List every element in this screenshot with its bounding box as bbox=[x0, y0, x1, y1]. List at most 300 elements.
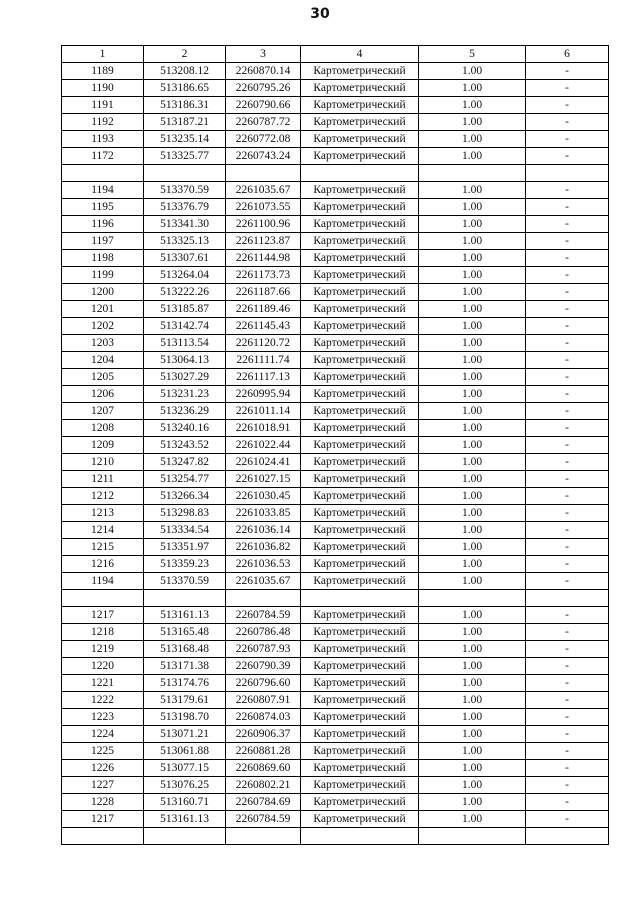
table-cell: 513235.14 bbox=[144, 131, 226, 148]
table-cell: 1.00 bbox=[419, 233, 526, 250]
table-cell: 1214 bbox=[62, 522, 144, 539]
table-cell: 1201 bbox=[62, 301, 144, 318]
table-cell: 1217 bbox=[62, 607, 144, 624]
table-cell: 1.00 bbox=[419, 522, 526, 539]
table-cell: Картометрический bbox=[301, 131, 419, 148]
table-cell: - bbox=[526, 301, 609, 318]
table-cell: 1195 bbox=[62, 199, 144, 216]
table-cell: 2261117.13 bbox=[226, 369, 301, 386]
table-cell: 2260995.94 bbox=[226, 386, 301, 403]
table-cell bbox=[526, 828, 609, 845]
table-cell: 513325.13 bbox=[144, 233, 226, 250]
table-row bbox=[62, 216, 609, 233]
table-cell: 1.00 bbox=[419, 250, 526, 267]
table-cell bbox=[526, 165, 609, 182]
table-cell: 513186.65 bbox=[144, 80, 226, 97]
table-cell: 1.00 bbox=[419, 216, 526, 233]
table-cell: 513370.59 bbox=[144, 182, 226, 199]
table-cell: 2261123.87 bbox=[226, 233, 301, 250]
table-cell: 1.00 bbox=[419, 369, 526, 386]
column-header: 5 bbox=[419, 46, 526, 63]
table-cell: 1217 bbox=[62, 811, 144, 828]
table-cell: 1200 bbox=[62, 284, 144, 301]
table-cell: 513185.87 bbox=[144, 301, 226, 318]
table-cell: 2261036.14 bbox=[226, 522, 301, 539]
table-cell: 2261144.98 bbox=[226, 250, 301, 267]
table-cell: Картометрический bbox=[301, 811, 419, 828]
table-cell: - bbox=[526, 403, 609, 420]
table-cell: 1190 bbox=[62, 80, 144, 97]
table-row bbox=[62, 726, 609, 743]
table-cell: 513359.23 bbox=[144, 556, 226, 573]
table-cell: Картометрический bbox=[301, 233, 419, 250]
table-cell: 1204 bbox=[62, 352, 144, 369]
table-cell: 2261011.14 bbox=[226, 403, 301, 420]
table-cell: 1223 bbox=[62, 709, 144, 726]
table-cell: 1198 bbox=[62, 250, 144, 267]
table-cell: Картометрический bbox=[301, 641, 419, 658]
table-cell: 513186.31 bbox=[144, 97, 226, 114]
table-row bbox=[62, 284, 609, 301]
table-cell: 2260786.48 bbox=[226, 624, 301, 641]
table-cell: 2261189.46 bbox=[226, 301, 301, 318]
table-cell: 1.00 bbox=[419, 488, 526, 505]
table-cell: 1227 bbox=[62, 777, 144, 794]
table-cell: 2260807.91 bbox=[226, 692, 301, 709]
table-cell: - bbox=[526, 267, 609, 284]
table-cell: 1225 bbox=[62, 743, 144, 760]
table-cell: 1224 bbox=[62, 726, 144, 743]
table-cell: - bbox=[526, 760, 609, 777]
table-cell bbox=[226, 828, 301, 845]
table-cell bbox=[62, 590, 144, 607]
table-cell: 1.00 bbox=[419, 97, 526, 114]
table-cell: Картометрический bbox=[301, 301, 419, 318]
table-cell: 2260881.28 bbox=[226, 743, 301, 760]
table-cell: 1.00 bbox=[419, 709, 526, 726]
table-cell: - bbox=[526, 539, 609, 556]
table-cell: 513165.48 bbox=[144, 624, 226, 641]
table-cell: 1.00 bbox=[419, 607, 526, 624]
table-cell: 1228 bbox=[62, 794, 144, 811]
table-cell: 1193 bbox=[62, 131, 144, 148]
table-cell: Картометрический bbox=[301, 250, 419, 267]
table-cell: 1.00 bbox=[419, 777, 526, 794]
table-cell: - bbox=[526, 369, 609, 386]
table-cell: 1.00 bbox=[419, 114, 526, 131]
table-cell: 1.00 bbox=[419, 403, 526, 420]
table-cell: 2260795.26 bbox=[226, 80, 301, 97]
coordinates-table bbox=[61, 45, 609, 845]
table-cell: - bbox=[526, 182, 609, 199]
table-cell: 2261035.67 bbox=[226, 182, 301, 199]
table-row bbox=[62, 760, 609, 777]
table-cell: 1.00 bbox=[419, 658, 526, 675]
table-cell: 513027.29 bbox=[144, 369, 226, 386]
table-cell: 1.00 bbox=[419, 335, 526, 352]
table-cell: Картометрический bbox=[301, 403, 419, 420]
table-cell bbox=[419, 828, 526, 845]
table-cell bbox=[144, 590, 226, 607]
table-cell: - bbox=[526, 284, 609, 301]
table-cell: 513298.83 bbox=[144, 505, 226, 522]
table-cell: - bbox=[526, 726, 609, 743]
table-cell: - bbox=[526, 386, 609, 403]
table-row bbox=[62, 675, 609, 692]
table-cell: - bbox=[526, 624, 609, 641]
table-row bbox=[62, 199, 609, 216]
table-cell: 2261120.72 bbox=[226, 335, 301, 352]
table-cell: Картометрический bbox=[301, 539, 419, 556]
table-row bbox=[62, 437, 609, 454]
table-cell: Картометрический bbox=[301, 199, 419, 216]
table-row bbox=[62, 488, 609, 505]
table-cell: - bbox=[526, 471, 609, 488]
table-cell: 2261033.85 bbox=[226, 505, 301, 522]
table-cell: - bbox=[526, 794, 609, 811]
table-cell: 513061.88 bbox=[144, 743, 226, 760]
table-cell: 2261173.73 bbox=[226, 267, 301, 284]
table-row bbox=[62, 811, 609, 828]
table-cell: Картометрический bbox=[301, 148, 419, 165]
table-row bbox=[62, 692, 609, 709]
table-cell: - bbox=[526, 420, 609, 437]
table-cell: Картометрический bbox=[301, 709, 419, 726]
table-cell bbox=[144, 165, 226, 182]
table-row bbox=[62, 641, 609, 658]
table-cell: 1199 bbox=[62, 267, 144, 284]
table-cell: Картометрический bbox=[301, 420, 419, 437]
table-cell: 1.00 bbox=[419, 420, 526, 437]
table-cell: - bbox=[526, 607, 609, 624]
table-cell: Картометрический bbox=[301, 777, 419, 794]
table-cell: 2261036.53 bbox=[226, 556, 301, 573]
table-cell: 1212 bbox=[62, 488, 144, 505]
table-row bbox=[62, 743, 609, 760]
table-cell: 1.00 bbox=[419, 437, 526, 454]
table-cell: 1194 bbox=[62, 182, 144, 199]
table-cell: 2261073.55 bbox=[226, 199, 301, 216]
table-cell: Картометрический bbox=[301, 335, 419, 352]
table-cell: - bbox=[526, 522, 609, 539]
table-cell: - bbox=[526, 454, 609, 471]
table-cell: 2260772.08 bbox=[226, 131, 301, 148]
table-cell: 1.00 bbox=[419, 182, 526, 199]
table-cell: - bbox=[526, 318, 609, 335]
table-cell: 1218 bbox=[62, 624, 144, 641]
header-row bbox=[62, 46, 609, 63]
table-cell: 2261100.96 bbox=[226, 216, 301, 233]
table-cell: 2260870.14 bbox=[226, 63, 301, 80]
table-cell: - bbox=[526, 709, 609, 726]
table-cell: 513076.25 bbox=[144, 777, 226, 794]
table-cell: - bbox=[526, 250, 609, 267]
table-row bbox=[62, 267, 609, 284]
table-cell: Картометрический bbox=[301, 352, 419, 369]
table-cell: Картометрический bbox=[301, 743, 419, 760]
table-cell bbox=[62, 165, 144, 182]
table-cell: Картометрический bbox=[301, 216, 419, 233]
table-cell: 1207 bbox=[62, 403, 144, 420]
table-row bbox=[62, 386, 609, 403]
table-separator-row bbox=[62, 828, 609, 845]
table-cell: 513325.77 bbox=[144, 148, 226, 165]
table-cell: 1.00 bbox=[419, 352, 526, 369]
table-cell: 513231.23 bbox=[144, 386, 226, 403]
table-cell: 513113.54 bbox=[144, 335, 226, 352]
table-cell: 1.00 bbox=[419, 386, 526, 403]
table-cell: 1203 bbox=[62, 335, 144, 352]
table-cell: 1.00 bbox=[419, 63, 526, 80]
table-cell: 2261030.45 bbox=[226, 488, 301, 505]
table-cell: 1194 bbox=[62, 573, 144, 590]
table-cell: 1220 bbox=[62, 658, 144, 675]
table-cell: 1.00 bbox=[419, 743, 526, 760]
table-cell: 513334.54 bbox=[144, 522, 226, 539]
table-cell: 1.00 bbox=[419, 471, 526, 488]
table-row bbox=[62, 522, 609, 539]
table-cell: 513243.52 bbox=[144, 437, 226, 454]
table-cell: - bbox=[526, 811, 609, 828]
table-row bbox=[62, 607, 609, 624]
table-cell: 2260874.03 bbox=[226, 709, 301, 726]
table-cell: 513266.34 bbox=[144, 488, 226, 505]
table-cell: 1.00 bbox=[419, 318, 526, 335]
table-cell: Картометрический bbox=[301, 624, 419, 641]
table-cell: - bbox=[526, 335, 609, 352]
table-cell: Картометрический bbox=[301, 114, 419, 131]
table-row bbox=[62, 505, 609, 522]
table-cell: - bbox=[526, 63, 609, 80]
table-cell: 1206 bbox=[62, 386, 144, 403]
table-cell: 1215 bbox=[62, 539, 144, 556]
table-cell: - bbox=[526, 743, 609, 760]
table-cell: 1.00 bbox=[419, 284, 526, 301]
table-cell: 1.00 bbox=[419, 641, 526, 658]
table-row bbox=[62, 233, 609, 250]
table-cell: - bbox=[526, 777, 609, 794]
table-row bbox=[62, 709, 609, 726]
table-row bbox=[62, 573, 609, 590]
table-cell: 1.00 bbox=[419, 573, 526, 590]
table-cell: 513370.59 bbox=[144, 573, 226, 590]
table-row bbox=[62, 471, 609, 488]
table-cell: - bbox=[526, 199, 609, 216]
table-cell: 2260784.59 bbox=[226, 607, 301, 624]
table-cell: - bbox=[526, 216, 609, 233]
table-cell: 1.00 bbox=[419, 811, 526, 828]
table-row bbox=[62, 114, 609, 131]
table-cell: 513341.30 bbox=[144, 216, 226, 233]
table-cell: Картометрический bbox=[301, 760, 419, 777]
table-cell: 1.00 bbox=[419, 454, 526, 471]
table-cell: Картометрический bbox=[301, 658, 419, 675]
table-row bbox=[62, 250, 609, 267]
table-cell: 513254.77 bbox=[144, 471, 226, 488]
table-cell: 513264.04 bbox=[144, 267, 226, 284]
table-cell: 2261187.66 bbox=[226, 284, 301, 301]
table-cell: Картометрический bbox=[301, 675, 419, 692]
table-cell: Картометрический bbox=[301, 522, 419, 539]
table-cell: 2260906.37 bbox=[226, 726, 301, 743]
table-cell: 513142.74 bbox=[144, 318, 226, 335]
table-cell: 513247.82 bbox=[144, 454, 226, 471]
table-cell bbox=[419, 590, 526, 607]
table-cell: 1.00 bbox=[419, 131, 526, 148]
table-cell: 2260784.69 bbox=[226, 794, 301, 811]
column-header: 3 bbox=[226, 46, 301, 63]
table-cell bbox=[144, 828, 226, 845]
table-cell: 2260790.39 bbox=[226, 658, 301, 675]
table-cell: 513187.21 bbox=[144, 114, 226, 131]
table-cell: 1221 bbox=[62, 675, 144, 692]
table-row bbox=[62, 352, 609, 369]
table-cell: 1.00 bbox=[419, 505, 526, 522]
table-cell: Картометрический bbox=[301, 97, 419, 114]
table-cell: 1211 bbox=[62, 471, 144, 488]
table-cell: 1205 bbox=[62, 369, 144, 386]
table-row bbox=[62, 539, 609, 556]
table-cell: 513222.26 bbox=[144, 284, 226, 301]
table-cell bbox=[301, 590, 419, 607]
table-cell: - bbox=[526, 352, 609, 369]
table-cell: 2261022.44 bbox=[226, 437, 301, 454]
table-cell: Картометрический bbox=[301, 692, 419, 709]
table-cell: 2260796.60 bbox=[226, 675, 301, 692]
table-cell: 513064.13 bbox=[144, 352, 226, 369]
table-cell: Картометрический bbox=[301, 454, 419, 471]
table-cell: 2260743.24 bbox=[226, 148, 301, 165]
table-cell: Картометрический bbox=[301, 267, 419, 284]
table-cell: 1202 bbox=[62, 318, 144, 335]
table-cell: Картометрический bbox=[301, 471, 419, 488]
table-cell: - bbox=[526, 505, 609, 522]
table-cell: 2261024.41 bbox=[226, 454, 301, 471]
table-cell: 2260784.59 bbox=[226, 811, 301, 828]
table-row bbox=[62, 658, 609, 675]
table-separator-row bbox=[62, 590, 609, 607]
table-cell: 1.00 bbox=[419, 148, 526, 165]
table-cell: Картометрический bbox=[301, 182, 419, 199]
table-cell: 2261027.15 bbox=[226, 471, 301, 488]
table-cell: 1192 bbox=[62, 114, 144, 131]
table-cell: 513071.21 bbox=[144, 726, 226, 743]
table-cell: 513171.38 bbox=[144, 658, 226, 675]
table-cell: - bbox=[526, 148, 609, 165]
table-cell: 1.00 bbox=[419, 726, 526, 743]
table-cell: 1.00 bbox=[419, 301, 526, 318]
table-cell: 1222 bbox=[62, 692, 144, 709]
table-row bbox=[62, 80, 609, 97]
table-cell: Картометрический bbox=[301, 726, 419, 743]
table-cell: - bbox=[526, 658, 609, 675]
table-row bbox=[62, 420, 609, 437]
table-cell: - bbox=[526, 131, 609, 148]
table-row bbox=[62, 369, 609, 386]
table-row bbox=[62, 182, 609, 199]
table-cell: - bbox=[526, 573, 609, 590]
table-cell bbox=[301, 165, 419, 182]
table-row bbox=[62, 97, 609, 114]
table-row bbox=[62, 624, 609, 641]
table-cell: 1189 bbox=[62, 63, 144, 80]
table-cell: Картометрический bbox=[301, 488, 419, 505]
table-cell: Картометрический bbox=[301, 284, 419, 301]
table-cell: 513161.13 bbox=[144, 811, 226, 828]
table-cell: 513376.79 bbox=[144, 199, 226, 216]
table-cell bbox=[419, 165, 526, 182]
table-cell: 1.00 bbox=[419, 199, 526, 216]
table-cell: 513351.97 bbox=[144, 539, 226, 556]
table-cell: 1.00 bbox=[419, 539, 526, 556]
table-row bbox=[62, 403, 609, 420]
table-cell: Картометрический bbox=[301, 369, 419, 386]
table-cell: 1226 bbox=[62, 760, 144, 777]
table-cell: 1196 bbox=[62, 216, 144, 233]
table-cell bbox=[226, 590, 301, 607]
table-cell: 513161.13 bbox=[144, 607, 226, 624]
table-cell: - bbox=[526, 675, 609, 692]
page-number: 30 bbox=[310, 6, 330, 22]
table-cell: 1172 bbox=[62, 148, 144, 165]
table-cell: 1216 bbox=[62, 556, 144, 573]
table-row bbox=[62, 301, 609, 318]
table-cell: 1191 bbox=[62, 97, 144, 114]
table-cell: - bbox=[526, 488, 609, 505]
table-cell: 513240.16 bbox=[144, 420, 226, 437]
table-cell: 513160.71 bbox=[144, 794, 226, 811]
table-cell: 513179.61 bbox=[144, 692, 226, 709]
table-cell: 2260787.72 bbox=[226, 114, 301, 131]
table-cell: 1.00 bbox=[419, 760, 526, 777]
table-cell: Картометрический bbox=[301, 794, 419, 811]
table-cell: 1.00 bbox=[419, 675, 526, 692]
table-cell: - bbox=[526, 641, 609, 658]
table-cell: 2260802.21 bbox=[226, 777, 301, 794]
table-cell: 1.00 bbox=[419, 624, 526, 641]
table-cell: 1208 bbox=[62, 420, 144, 437]
table-cell: 1.00 bbox=[419, 556, 526, 573]
table-cell: 513236.29 bbox=[144, 403, 226, 420]
table-cell: Картометрический bbox=[301, 80, 419, 97]
table-cell: 513174.76 bbox=[144, 675, 226, 692]
table-cell: 1209 bbox=[62, 437, 144, 454]
table-cell: 1219 bbox=[62, 641, 144, 658]
table-cell: 1.00 bbox=[419, 794, 526, 811]
table-cell: 2261145.43 bbox=[226, 318, 301, 335]
table-cell: 513208.12 bbox=[144, 63, 226, 80]
table-cell bbox=[62, 828, 144, 845]
column-header: 2 bbox=[144, 46, 226, 63]
table-cell: Картометрический bbox=[301, 556, 419, 573]
table-cell: Картометрический bbox=[301, 386, 419, 403]
table-cell: Картометрический bbox=[301, 573, 419, 590]
table-cell: 2260790.66 bbox=[226, 97, 301, 114]
table-cell: - bbox=[526, 692, 609, 709]
table-cell: - bbox=[526, 97, 609, 114]
table-separator-row bbox=[62, 165, 609, 182]
table-row bbox=[62, 148, 609, 165]
table-cell bbox=[526, 590, 609, 607]
table-cell: - bbox=[526, 556, 609, 573]
table-cell: - bbox=[526, 233, 609, 250]
table-cell: 1.00 bbox=[419, 80, 526, 97]
table-row bbox=[62, 318, 609, 335]
column-header: 4 bbox=[301, 46, 419, 63]
table-cell: 513198.70 bbox=[144, 709, 226, 726]
table-cell: 2261036.82 bbox=[226, 539, 301, 556]
table-row bbox=[62, 454, 609, 471]
